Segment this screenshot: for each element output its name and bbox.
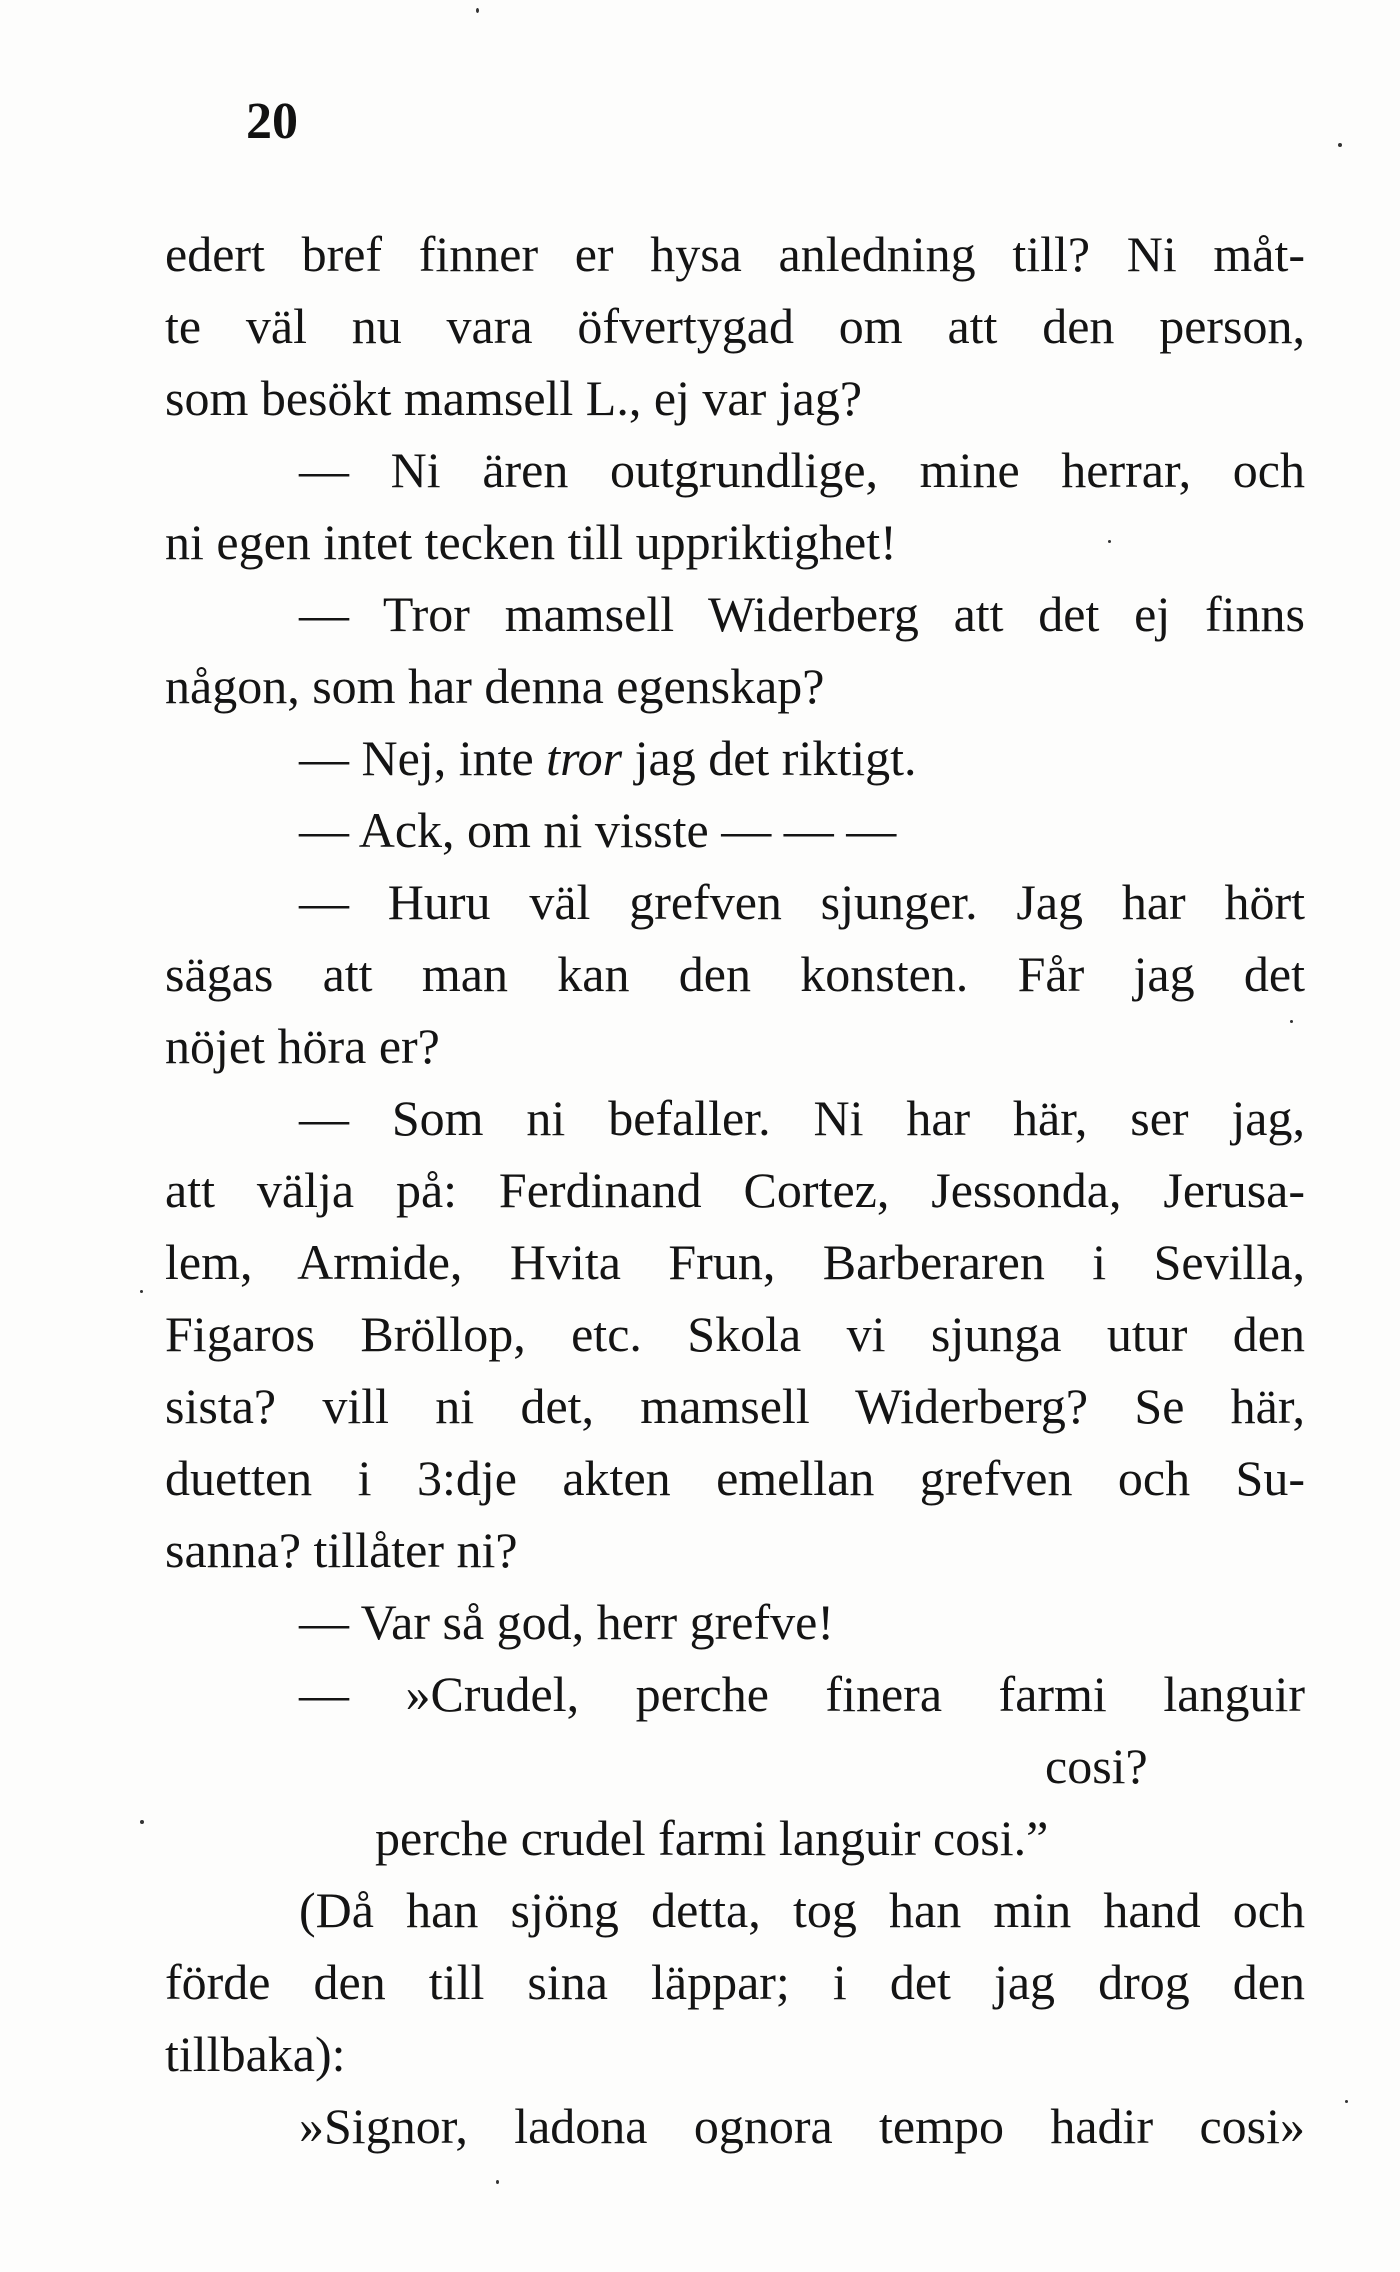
scan-speck [140, 1290, 143, 1293]
text-line: te väl nu vara öfvertygad om att den person, [165, 298, 1305, 354]
text-line: — Tror mamsell Widerberg att det ej finns [299, 586, 1305, 642]
text-fragment: jag det riktigt. [622, 730, 917, 786]
text-line: som besökt mamsell L., ej var jag? [165, 370, 863, 426]
text-line: edert bref finner er hysa anledning till? Ni måt- [165, 226, 1305, 282]
scan-speck [1108, 540, 1111, 543]
text-line: tillbaka): [165, 2026, 346, 2082]
text-line: — Huru väl grefven sjunger. Jag har hört [299, 874, 1305, 930]
scan-speck [476, 8, 479, 13]
scan-speck [1345, 2100, 1348, 2103]
text-line: lem, Armide, Hvita Frun, Barberaren i Sevilla, [165, 1234, 1305, 1290]
text-line: — Var så god, herr grefve! [299, 1594, 834, 1650]
text-line: perche crudel farmi languir cosi.” [375, 1810, 1049, 1866]
text-fragment: — Nej, inte [299, 730, 547, 786]
page-number: 20 [246, 93, 298, 150]
text-line: förde den till sina läppar; i det jag drog den [165, 1954, 1305, 2010]
scan-speck [140, 1820, 144, 1824]
text-line [165, 722, 1305, 794]
scan-speck [1290, 1020, 1293, 1023]
text-line: — Ni ären outgrundlige, mine herrar, och [299, 442, 1305, 498]
text-line: — Som ni befaller. Ni har här, ser jag, [299, 1090, 1305, 1146]
scan-speck [1338, 143, 1342, 147]
text-line: (Då han sjöng detta, tog han min hand och [299, 1882, 1305, 1938]
text-line: sanna? tillåter ni? [165, 1522, 518, 1578]
scan-speck [496, 2180, 499, 2184]
text-line: cosi? [1045, 1738, 1148, 1794]
text-line: någon, som har denna egenskap? [165, 658, 825, 714]
text-line: sista? vill ni det, mamsell Widerberg? Se här, [165, 1378, 1305, 1434]
text-line: sägas att man kan den konsten. Får jag det [165, 946, 1305, 1002]
emphasized-word: tror [546, 730, 623, 786]
text-line: nöjet höra er? [165, 1018, 440, 1074]
text-line: Figaros Bröllop, etc. Skola vi sjunga utur den [165, 1306, 1305, 1362]
text-line: — »Crudel, perche finera farmi languir [299, 1666, 1305, 1722]
text-line: att välja på: Ferdinand Cortez, Jessonda, Jerusa- [165, 1162, 1305, 1218]
text-line: duetten i 3:dje akten emellan grefven och Su- [165, 1450, 1305, 1506]
body-text [165, 218, 1305, 2162]
text-line: ni egen intet tecken till uppriktighet! [165, 514, 897, 570]
text-line: »Signor, ladona ognora tempo hadir cosi» [299, 2098, 1305, 2154]
text-line: — Ack, om ni visste — — — [299, 802, 897, 858]
